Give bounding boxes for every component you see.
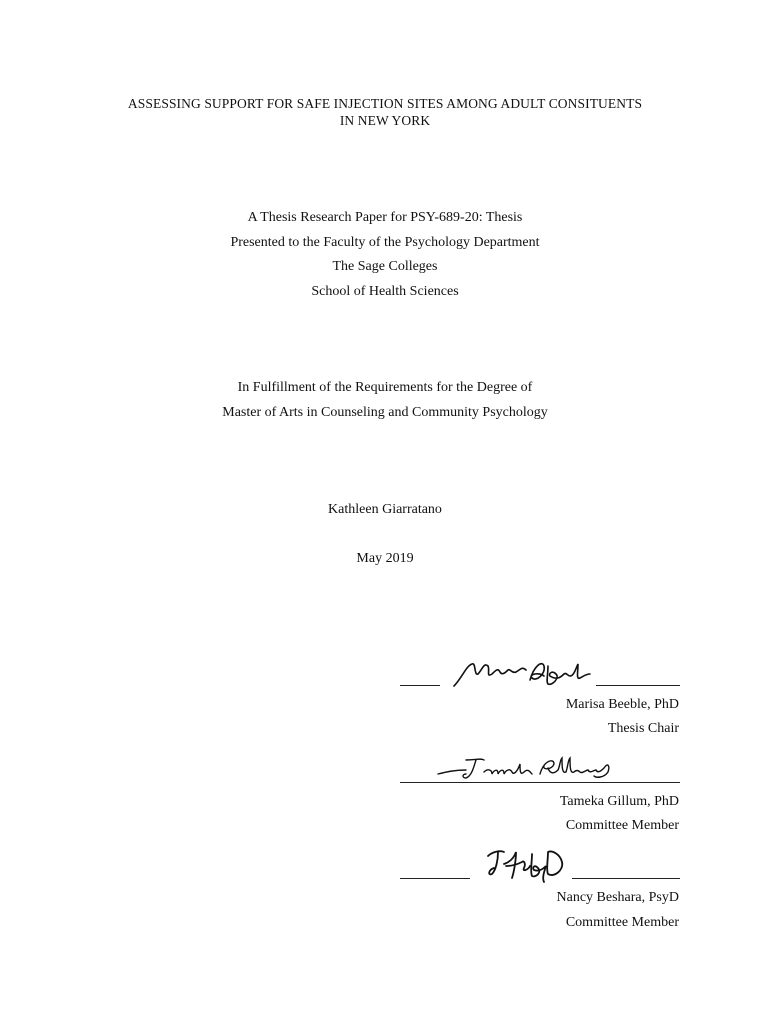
handwritten-signature-beeble — [452, 656, 592, 692]
signature-line-left — [400, 878, 470, 879]
thesis-title-line-1: ASSESSING SUPPORT FOR SAFE INJECTION SITES AMONG ADULT CONSITUENTS — [127, 96, 643, 111]
thesis-title-line-2: IN NEW YORK — [339, 113, 431, 128]
submission-line-3: The Sage Colleges — [332, 259, 438, 274]
submission-line-1: A Thesis Research Paper for PSY-689-20: Thesis — [247, 210, 523, 225]
handwritten-signature-gillum — [436, 756, 612, 784]
signatory-name-1: Marisa Beeble, PhD — [565, 697, 679, 712]
submission-date: May 2019 — [356, 551, 414, 566]
signature-line-right — [572, 878, 680, 879]
submission-line-2: Presented to the Faculty of the Psychology Department — [230, 235, 540, 250]
handwritten-signature-beshara — [484, 846, 568, 886]
fulfillment-line-1: In Fulfillment of the Requirements for the Degree of — [237, 380, 533, 395]
submission-line-4: School of Health Sciences — [311, 284, 459, 299]
signatory-role-2: Committee Member — [565, 818, 679, 833]
author-name: Kathleen Giarratano — [328, 502, 442, 517]
fulfillment-line-2: Master of Arts in Counseling and Community Psychology — [222, 405, 548, 420]
signatory-role-3: Committee Member — [565, 915, 679, 930]
signature-line-left — [400, 685, 440, 686]
signature-line-right — [596, 685, 680, 686]
signatory-name-3: Nancy Beshara, PsyD — [556, 890, 679, 905]
signatory-name-2: Tameka Gillum, PhD — [559, 794, 679, 809]
signatory-role-1: Thesis Chair — [607, 721, 679, 736]
